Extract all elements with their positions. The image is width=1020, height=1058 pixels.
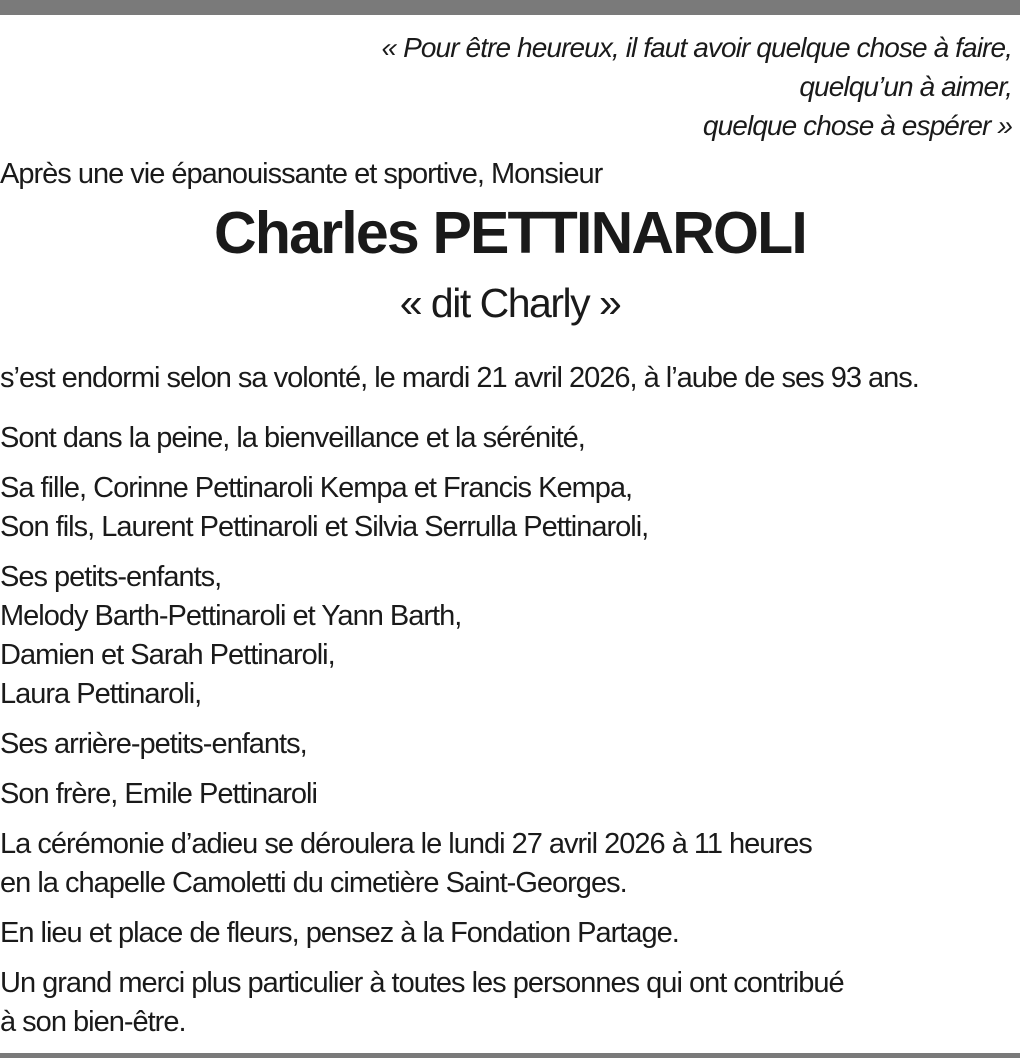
list-item: Ses petits-enfants, — [0, 561, 222, 593]
family-intro: Sont dans la peine, la bienveillance et la sérénité, — [0, 422, 585, 454]
bottom-border — [0, 1053, 1020, 1058]
quote-line: « Pour être heureux, il faut avoir quelque chose à faire, — [381, 32, 1012, 63]
deceased-name: Charles PETTINAROLI — [214, 200, 806, 266]
list-item: Sa fille, Corinne Pettinaroli Kempa et Francis Kempa, — [0, 472, 633, 504]
thanks-line: Un grand merci plus particulier à toutes les personnes qui ont contribué — [0, 967, 844, 999]
deceased-nickname: « dit Charly » — [399, 280, 621, 326]
ceremony-line: La cérémonie d’adieu se déroulera le lundi 27 avril 2026 à 11 heures — [0, 828, 812, 860]
top-border — [0, 0, 1020, 15]
grandchildren-list — [0, 558, 461, 714]
flowers-note: En lieu et place de fleurs, pensez à la Fondation Partage. — [0, 917, 679, 949]
ceremony-info — [0, 825, 812, 903]
quote-line: quelqu’un à aimer, — [799, 71, 1012, 102]
death-statement: s’est endormi selon sa volonté, le mardi 21 avril 2026, à l’aube de ses 93 ans. — [0, 362, 919, 394]
thanks-note — [0, 964, 844, 1042]
list-item: Damien et Sarah Pettinaroli, — [0, 639, 335, 671]
brother: Son frère, Emile Pettinaroli — [0, 778, 317, 810]
ceremony-line: en la chapelle Camoletti du cimetière Saint-Georges. — [0, 867, 627, 899]
thanks-line: à son bien-être. — [0, 1006, 186, 1038]
intro-text: Après une vie épanouissante et sportive, Monsieur — [0, 158, 603, 190]
epigraph-quote — [382, 28, 1012, 145]
list-item: Laura Pettinaroli, — [0, 678, 202, 710]
list-item: Melody Barth-Pettinaroli et Yann Barth, — [0, 600, 462, 632]
great-grandchildren: Ses arrière-petits-enfants, — [0, 728, 307, 760]
children-list — [0, 469, 648, 547]
list-item: Son fils, Laurent Pettinaroli et Silvia Serrulla Pettinaroli, — [0, 511, 649, 543]
quote-line: quelque chose à espérer » — [702, 110, 1012, 141]
